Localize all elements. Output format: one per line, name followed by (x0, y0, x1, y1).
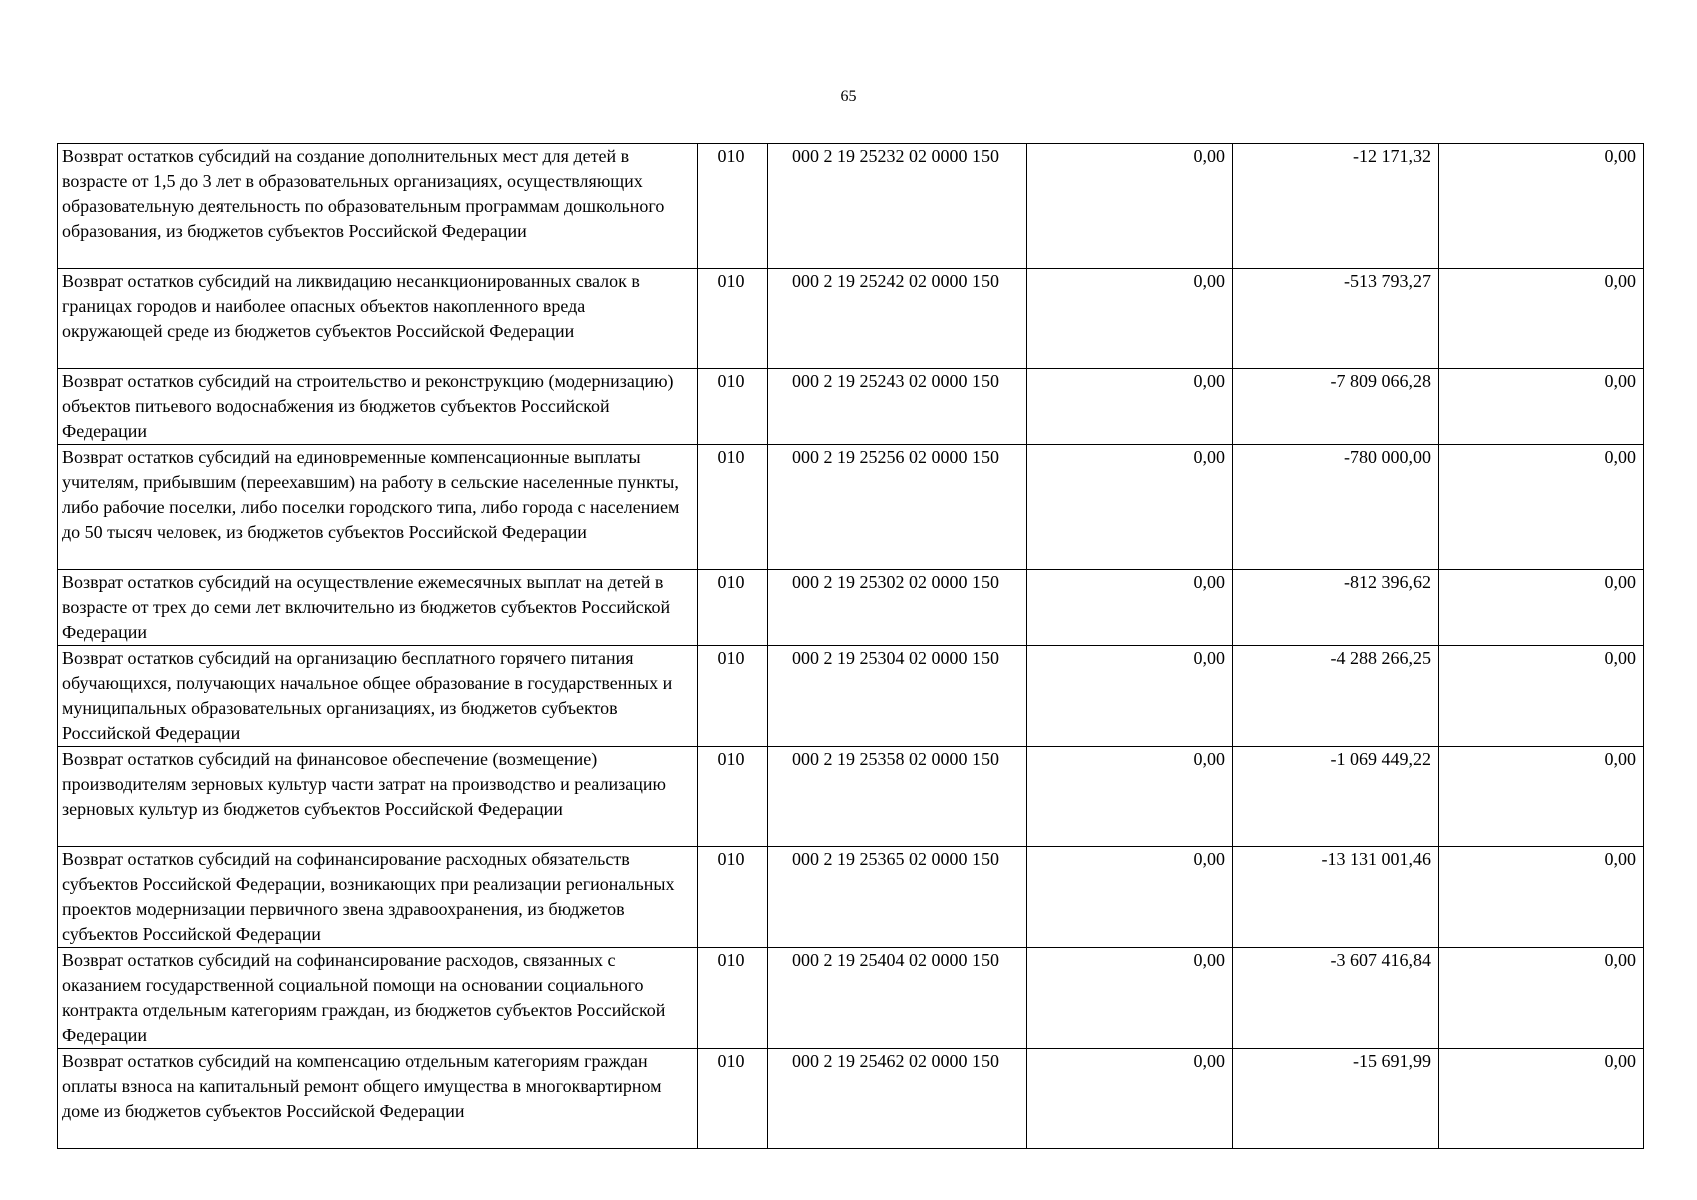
row-name: Возврат остатков субсидий на финансовое обеспечение (возмещение) производителям зерновых культур части затрат на производство и реализацию зерновых культур из бюджетов субъектов Российской Федерации (58, 747, 698, 847)
row-value-3: 0,00 (1439, 445, 1644, 570)
table-row (58, 646, 1644, 747)
row-budget-code: 000 2 19 25243 02 0000 150 (768, 369, 1027, 445)
row-value-2: -4 288 266,25 (1233, 646, 1439, 747)
row-value-1: 0,00 (1027, 646, 1233, 747)
row-name: Возврат остатков субсидий на ликвидацию несанкционированных свалок в границах городов и наиболее опасных объектов накопленного вреда окружающей среде из бюджетов субъектов Российской Федерации (58, 269, 698, 369)
row-budget-code: 000 2 19 25304 02 0000 150 (768, 646, 1027, 747)
budget-table (57, 143, 1644, 1149)
row-value-1: 0,00 (1027, 144, 1233, 269)
row-value-3: 0,00 (1439, 747, 1644, 847)
row-value-2: -7 809 066,28 (1233, 369, 1439, 445)
row-code: 010 (698, 1049, 768, 1149)
row-value-1: 0,00 (1027, 269, 1233, 369)
row-value-1: 0,00 (1027, 369, 1233, 445)
row-code: 010 (698, 847, 768, 948)
row-budget-code: 000 2 19 25404 02 0000 150 (768, 948, 1027, 1049)
row-code: 010 (698, 144, 768, 269)
table-row (58, 144, 1644, 269)
row-value-3: 0,00 (1439, 570, 1644, 646)
row-value-1: 0,00 (1027, 847, 1233, 948)
row-code: 010 (698, 570, 768, 646)
row-value-2: -812 396,62 (1233, 570, 1439, 646)
row-name: Возврат остатков субсидий на софинансирование расходных обязательств субъектов Российской Федерации, возникающих при реализации региональных проектов модернизации первичного звена здравоохранения, из бюджетов субъектов Российской Федерации (58, 847, 698, 948)
row-code: 010 (698, 948, 768, 1049)
row-budget-code: 000 2 19 25462 02 0000 150 (768, 1049, 1027, 1149)
table-row (58, 570, 1644, 646)
table-row (58, 1049, 1644, 1149)
row-value-3: 0,00 (1439, 369, 1644, 445)
row-value-1: 0,00 (1027, 445, 1233, 570)
row-value-2: -513 793,27 (1233, 269, 1439, 369)
row-budget-code: 000 2 19 25232 02 0000 150 (768, 144, 1027, 269)
row-name: Возврат остатков субсидий на строительство и реконструкцию (модернизацию) объектов питьевого водоснабжения из бюджетов субъектов Российской Федерации (58, 369, 698, 445)
row-value-2: -1 069 449,22 (1233, 747, 1439, 847)
row-value-1: 0,00 (1027, 747, 1233, 847)
table-row (58, 369, 1644, 445)
row-budget-code: 000 2 19 25242 02 0000 150 (768, 269, 1027, 369)
row-name: Возврат остатков субсидий на компенсацию отдельным категориям граждан оплаты взноса на капитальный ремонт общего имущества в многоквартирном доме из бюджетов субъектов Российской Федерации (58, 1049, 698, 1149)
row-value-3: 0,00 (1439, 1049, 1644, 1149)
row-budget-code: 000 2 19 25358 02 0000 150 (768, 747, 1027, 847)
table-row (58, 847, 1644, 948)
row-name: Возврат остатков субсидий на создание дополнительных мест для детей в возрасте от 1,5 до 3 лет в образовательных организациях, осуществляющих образовательную деятельность по образовательным программам дошкольного образования, из бюджетов субъектов Российской Федерации (58, 144, 698, 269)
row-value-3: 0,00 (1439, 269, 1644, 369)
row-code: 010 (698, 445, 768, 570)
table-row (58, 747, 1644, 847)
row-value-2: -15 691,99 (1233, 1049, 1439, 1149)
table-row (58, 948, 1644, 1049)
row-name: Возврат остатков субсидий на организацию бесплатного горячего питания обучающихся, получающих начальное общее образование в государственных и муниципальных образовательных организациях, из бюджетов субъектов Российской Федерации (58, 646, 698, 747)
row-value-3: 0,00 (1439, 948, 1644, 1049)
row-code: 010 (698, 646, 768, 747)
row-name: Возврат остатков субсидий на осуществление ежемесячных выплат на детей в возрасте от трех до семи лет включительно из бюджетов субъектов Российской Федерации (58, 570, 698, 646)
row-value-3: 0,00 (1439, 646, 1644, 747)
row-budget-code: 000 2 19 25302 02 0000 150 (768, 570, 1027, 646)
row-value-1: 0,00 (1027, 1049, 1233, 1149)
row-code: 010 (698, 747, 768, 847)
row-code: 010 (698, 269, 768, 369)
table-row (58, 269, 1644, 369)
row-budget-code: 000 2 19 25365 02 0000 150 (768, 847, 1027, 948)
page-number: 65 (840, 88, 857, 105)
row-value-1: 0,00 (1027, 948, 1233, 1049)
row-name: Возврат остатков субсидий на софинансирование расходов, связанных с оказанием государственной социальной помощи на основании социального контракта отдельным категориям граждан, из бюджетов субъектов Российской Федерации (58, 948, 698, 1049)
row-name: Возврат остатков субсидий на единовременные компенсационные выплаты учителям, прибывшим (переехавшим) на работу в сельские населенные пункты, либо рабочие поселки, либо поселки городского типа, либо города с населением до 50 тысяч человек, из бюджетов субъектов Российской Федерации (58, 445, 698, 570)
row-budget-code: 000 2 19 25256 02 0000 150 (768, 445, 1027, 570)
row-code: 010 (698, 369, 768, 445)
table-row (58, 445, 1644, 570)
row-value-3: 0,00 (1439, 144, 1644, 269)
row-value-2: -3 607 416,84 (1233, 948, 1439, 1049)
row-value-2: -780 000,00 (1233, 445, 1439, 570)
row-value-3: 0,00 (1439, 847, 1644, 948)
row-value-1: 0,00 (1027, 570, 1233, 646)
row-value-2: -13 131 001,46 (1233, 847, 1439, 948)
row-value-2: -12 171,32 (1233, 144, 1439, 269)
